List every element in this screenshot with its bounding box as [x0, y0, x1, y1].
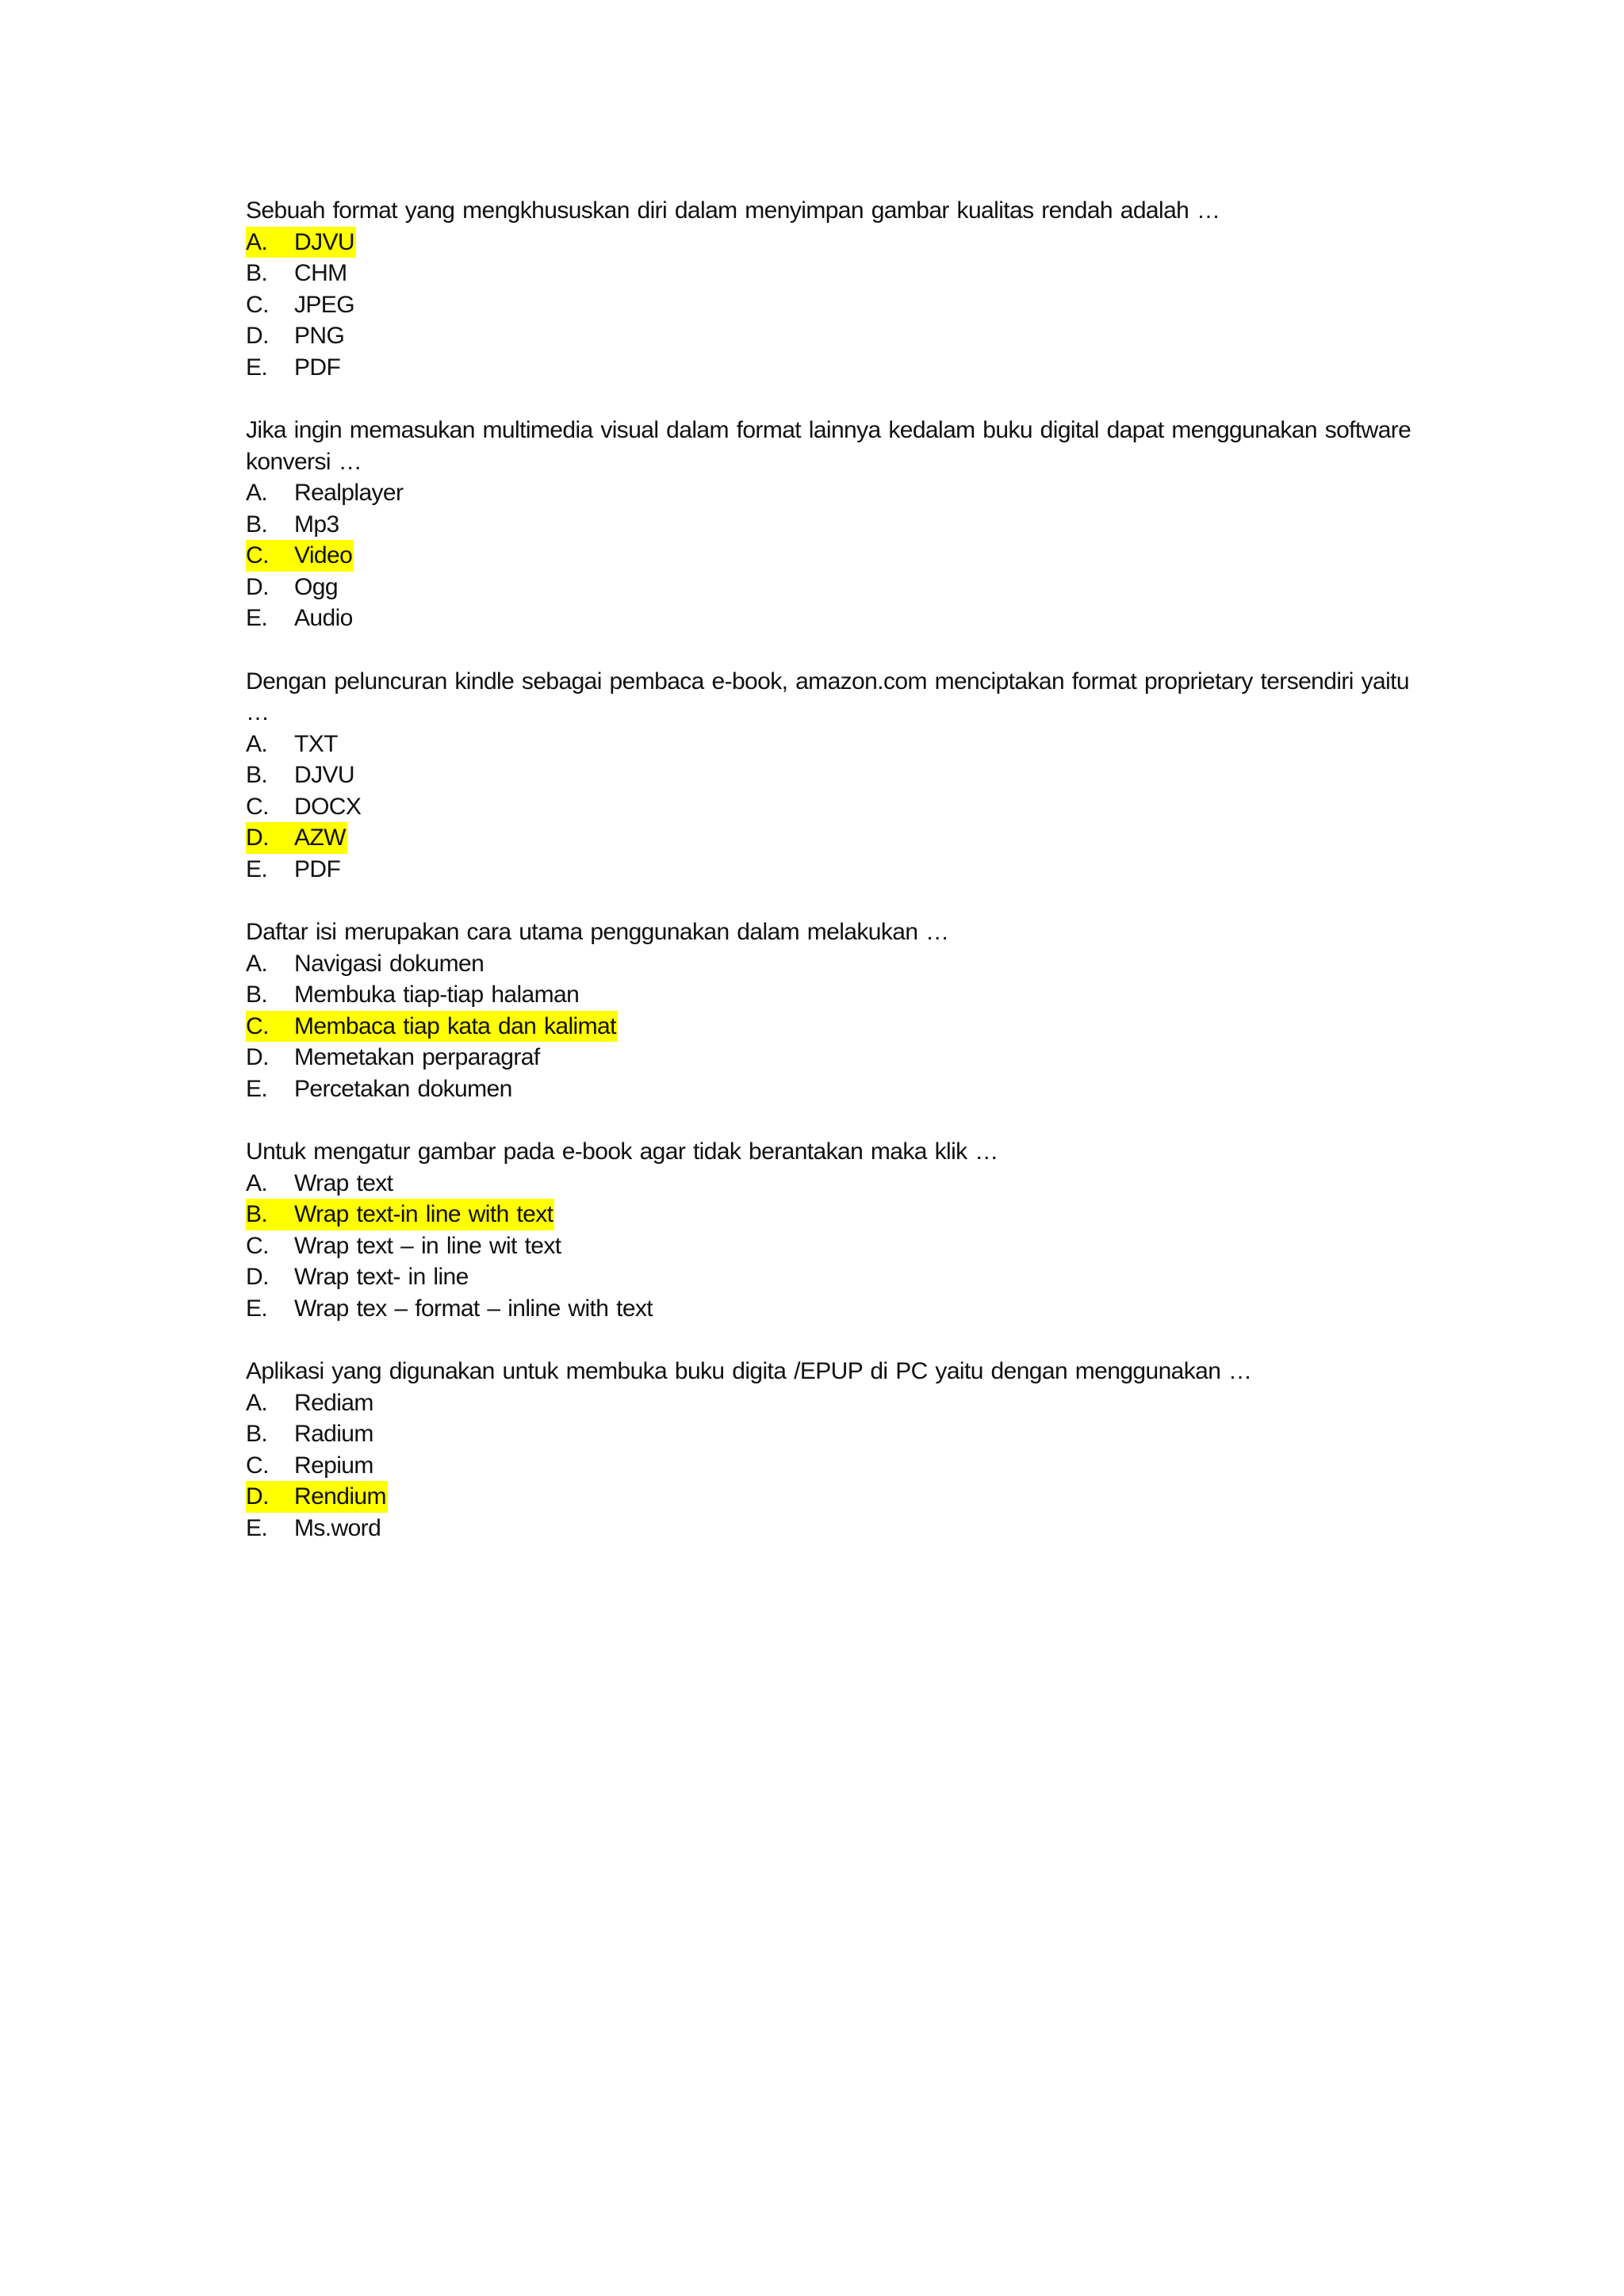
- answer-option: [246, 979, 1435, 1011]
- answer-option: [246, 1230, 1435, 1262]
- option-text: Mp3: [294, 511, 339, 538]
- option-text: AZW: [294, 825, 346, 851]
- answer-options: [246, 948, 1435, 1105]
- answer-options: [246, 227, 1435, 384]
- option-text: Rendium: [294, 1483, 386, 1510]
- option-text: Memetakan perparagraf: [294, 1044, 540, 1070]
- option-text: Wrap tex – format – inline with text: [294, 1295, 653, 1322]
- answer-option-content: [246, 509, 341, 541]
- answer-option: [246, 477, 1435, 509]
- option-letter: C.: [246, 793, 269, 820]
- option-letter: D.: [246, 323, 269, 349]
- answer-option: [246, 603, 1435, 634]
- option-text: Navigasi dokumen: [294, 950, 485, 977]
- highlighted-answer: [246, 1481, 388, 1513]
- answer-option: [246, 1011, 1435, 1043]
- answer-option-content: [246, 1418, 375, 1450]
- question-text: Jika ingin memasukan multimedia visual dalam format lainnya kedalam buku digital dapat menggunakan software konversi …: [246, 417, 1411, 475]
- question-text: Sebuah format yang mengkhususkan diri dalam menyimpan gambar kualitas rendah adalah …: [246, 197, 1220, 224]
- answer-option: [246, 1513, 1435, 1544]
- answer-option-content: [246, 854, 342, 886]
- answer-option-content: [246, 603, 354, 634]
- answer-option-content: [246, 1073, 514, 1105]
- option-letter: E.: [246, 1514, 268, 1541]
- question-list: [246, 195, 1435, 1575]
- answer-option: [246, 572, 1435, 603]
- option-text: Audio: [294, 605, 353, 631]
- highlighted-answer: [246, 1011, 618, 1043]
- highlighted-answer: [246, 540, 354, 572]
- option-text: Wrap text: [294, 1169, 393, 1196]
- option-letter: D.: [246, 573, 269, 600]
- option-text: PDF: [294, 354, 341, 381]
- option-text: Wrap text-in line with text: [294, 1201, 553, 1227]
- answer-option-content: [246, 760, 356, 791]
- answer-options: [246, 477, 1435, 634]
- option-text: Wrap text – in line wit text: [294, 1232, 561, 1259]
- answer-option: [246, 1261, 1435, 1293]
- answer-option-content: [246, 1513, 382, 1544]
- answer-option: [246, 1418, 1435, 1450]
- option-letter: B.: [246, 1201, 268, 1227]
- answer-option-content: [246, 1230, 562, 1262]
- option-letter: E.: [246, 605, 268, 631]
- option-letter: A.: [246, 1389, 268, 1416]
- option-text: Video: [294, 542, 353, 568]
- option-letter: B.: [246, 511, 268, 538]
- answer-option: [246, 1450, 1435, 1482]
- answer-option-content: [246, 1042, 542, 1073]
- answer-option: [246, 258, 1435, 289]
- answer-option: [246, 1199, 1435, 1230]
- option-text: Repium: [294, 1452, 373, 1479]
- option-letter: E.: [246, 1295, 268, 1322]
- answer-option-content: [246, 258, 349, 289]
- option-text: Wrap text- in line: [294, 1264, 469, 1290]
- option-letter: B.: [246, 982, 268, 1008]
- option-letter: B.: [246, 762, 268, 788]
- option-letter: A.: [246, 480, 268, 506]
- question-text: Untuk mengatur gambar pada e-book agar tidak berantakan maka klik …: [246, 1138, 998, 1165]
- option-text: PDF: [294, 855, 341, 882]
- highlighted-answer: [246, 227, 356, 258]
- option-text: Membuka tiap-tiap halaman: [294, 982, 580, 1008]
- option-letter: A.: [246, 950, 268, 977]
- answer-option-content: [246, 572, 339, 603]
- question-block: [246, 415, 1435, 634]
- option-letter: B.: [246, 1421, 268, 1447]
- option-letter: D.: [246, 1483, 269, 1510]
- option-letter: A.: [246, 1169, 268, 1196]
- answer-option: [246, 1293, 1435, 1325]
- answer-option: [246, 729, 1435, 760]
- option-letter: E.: [246, 855, 268, 882]
- option-letter: C.: [246, 1232, 269, 1259]
- answer-option: [246, 822, 1435, 854]
- answer-option-content: [246, 352, 342, 384]
- answer-option-content: [246, 1168, 394, 1200]
- option-text: Radium: [294, 1421, 373, 1447]
- question-block: [246, 916, 1435, 1104]
- answer-option: [246, 1168, 1435, 1200]
- answer-option-content: [246, 979, 580, 1011]
- option-text: DJVU: [294, 228, 354, 255]
- option-text: DOCX: [294, 793, 362, 820]
- option-text: Ms.word: [294, 1514, 381, 1541]
- option-text: DJVU: [294, 762, 354, 788]
- option-letter: D.: [246, 1264, 269, 1290]
- question-text: Dengan peluncuran kindle sebagai pembaca e-book, amazon.com menciptakan format proprietary tersendiri yaitu …: [246, 668, 1409, 725]
- answer-option: [246, 1481, 1435, 1513]
- answer-option: [246, 1073, 1435, 1105]
- answer-option: [246, 227, 1435, 258]
- answer-option-content: [246, 791, 362, 823]
- answer-option-content: [246, 1261, 470, 1293]
- option-letter: C.: [246, 542, 269, 568]
- question-block: [246, 1136, 1435, 1324]
- option-letter: A.: [246, 730, 268, 757]
- answer-option: [246, 1042, 1435, 1073]
- answer-option: [246, 540, 1435, 572]
- option-letter: E.: [246, 1075, 268, 1102]
- highlighted-answer: [246, 1199, 554, 1230]
- option-letter: C.: [246, 291, 269, 318]
- answer-option: [246, 289, 1435, 321]
- option-letter: B.: [246, 260, 268, 286]
- answer-option: [246, 509, 1435, 541]
- answer-option: [246, 320, 1435, 352]
- answer-option-content: [246, 1293, 654, 1325]
- option-text: Rediam: [294, 1389, 373, 1416]
- answer-options: [246, 729, 1435, 886]
- option-letter: E.: [246, 354, 268, 381]
- option-letter: C.: [246, 1452, 269, 1479]
- option-text: CHM: [294, 260, 347, 286]
- question-block: [246, 666, 1435, 886]
- answer-option: [246, 352, 1435, 384]
- question-text: Daftar isi merupakan cara utama penggunakan dalam melakukan …: [246, 919, 949, 945]
- option-text: Membaca tiap kata dan kalimat: [294, 1012, 616, 1039]
- option-letter: D.: [246, 1044, 269, 1070]
- option-text: Ogg: [294, 573, 338, 600]
- answer-option: [246, 948, 1435, 980]
- answer-option-content: [246, 1387, 375, 1419]
- answer-option-content: [246, 1450, 375, 1482]
- option-text: Percetakan dokumen: [294, 1075, 512, 1102]
- option-letter: D.: [246, 825, 269, 851]
- option-letter: A.: [246, 228, 268, 255]
- answer-option-content: [246, 320, 346, 352]
- option-text: TXT: [294, 730, 338, 757]
- highlighted-answer: [246, 822, 347, 854]
- question-text: Aplikasi yang digunakan untuk membuka buku digita /EPUP di PC yaitu dengan menggunakan …: [246, 1358, 1252, 1384]
- option-text: JPEG: [294, 291, 354, 318]
- answer-option-content: [246, 948, 485, 980]
- answer-option-content: [246, 729, 339, 760]
- question-block: [246, 195, 1435, 383]
- question-block: [246, 1356, 1435, 1544]
- answer-options: [246, 1387, 1435, 1544]
- answer-option-content: [246, 477, 404, 509]
- option-letter: C.: [246, 1012, 269, 1039]
- answer-option: [246, 760, 1435, 791]
- answer-option-content: [246, 289, 356, 321]
- answer-option: [246, 1387, 1435, 1419]
- option-text: PNG: [294, 323, 345, 349]
- option-text: Realplayer: [294, 480, 404, 506]
- answer-option: [246, 791, 1435, 823]
- answer-option: [246, 854, 1435, 886]
- answer-options: [246, 1168, 1435, 1325]
